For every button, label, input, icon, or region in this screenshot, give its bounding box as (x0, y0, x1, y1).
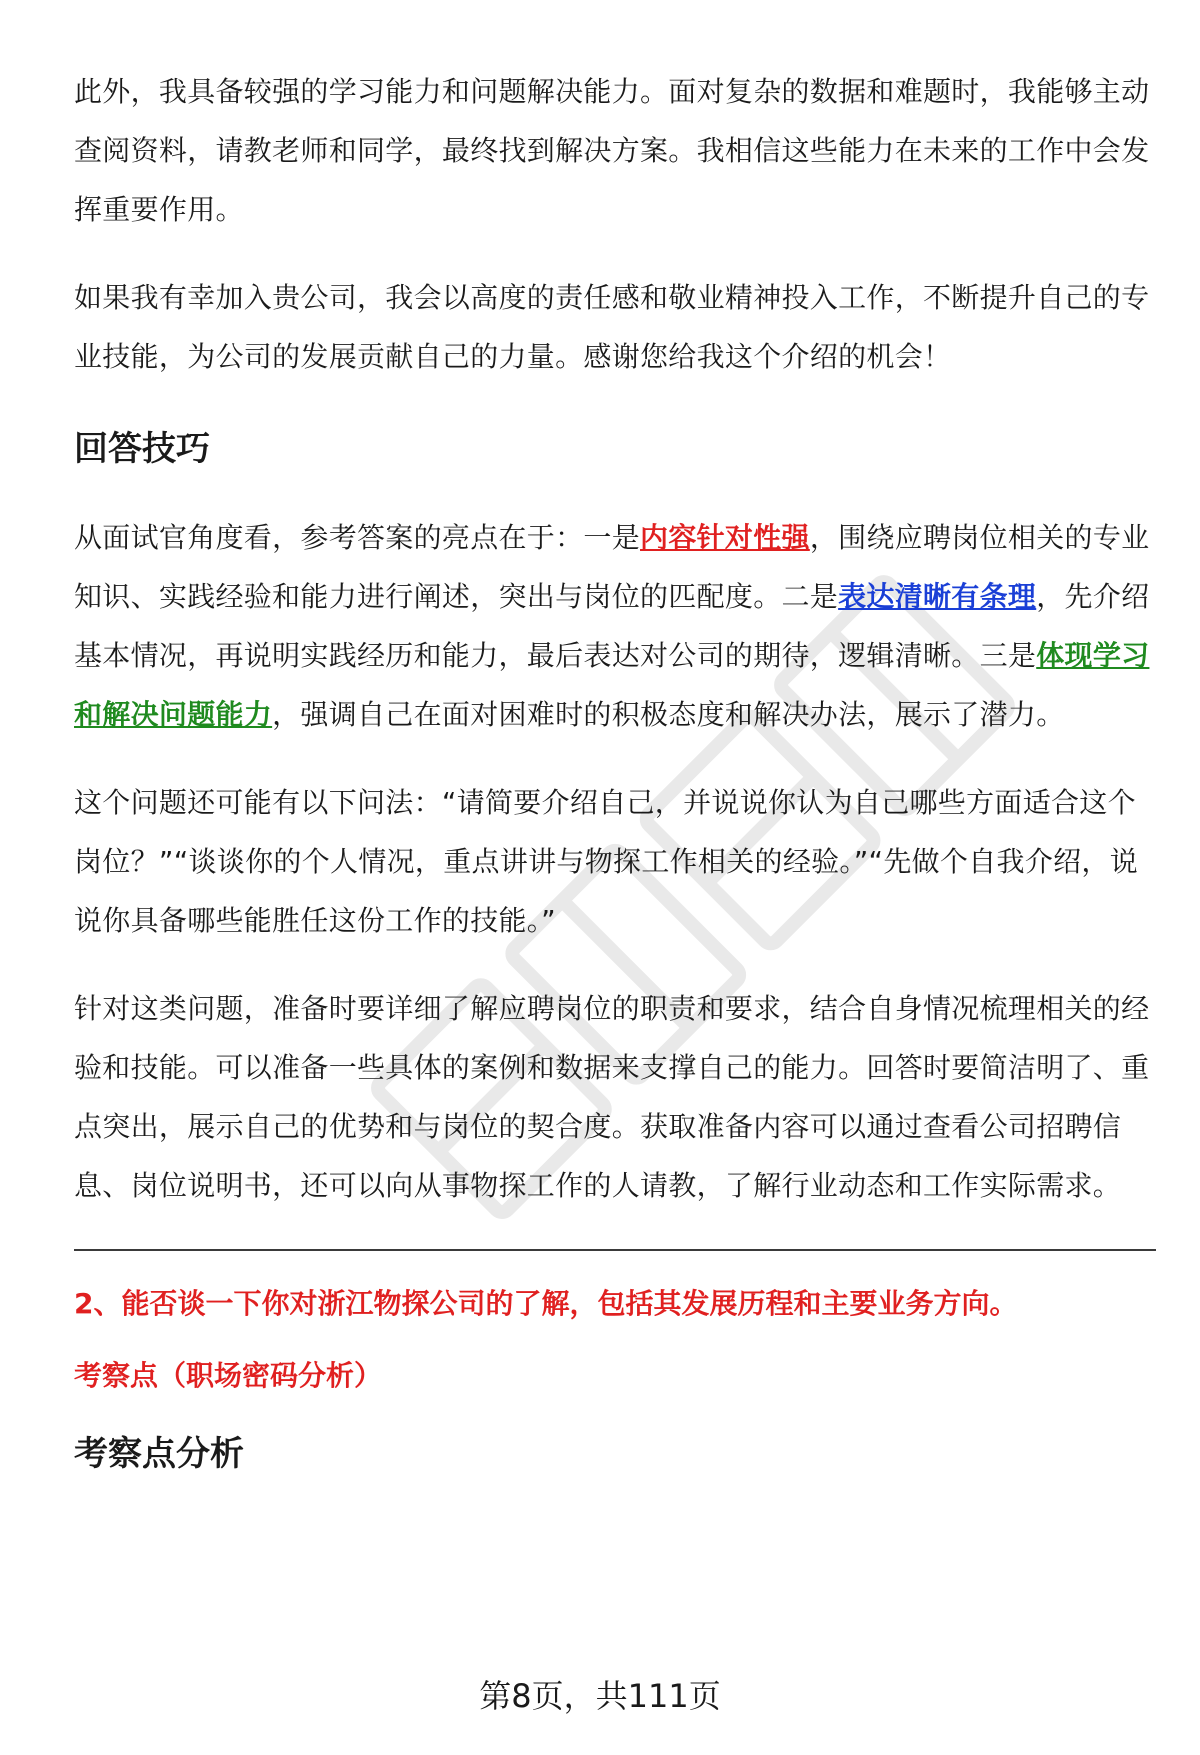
paragraph-abilities: 此外，我具备较强的学习能力和问题解决能力。面对复杂的数据和难题时，我能够主动查阅资料，请教老师和同学，最终找到解决方案。我相信这些能力在未来的工作中会发挥重要作用。 (74, 75, 1150, 226)
analysis-title: 考察点分析 (74, 1434, 244, 1474)
highlight-text-1: 从面试官角度看，参考答案的亮点在于：一是 (74, 521, 641, 554)
page-number: 第8页，共111页 (479, 1677, 721, 1715)
highlight-green: 体现学习和解决问题能力 (74, 639, 1150, 731)
highlight-text-3: ，先介绍基本情况，再说明实践经历和能力，最后表达对公司的期待，逻辑清晰。三是 (74, 580, 1150, 672)
exam-point-label: 考察点（职场密码分析） (74, 1359, 383, 1392)
document-body (74, 62, 1156, 1477)
paragraph-highlights (74, 508, 1156, 744)
paragraph-preparation: 针对这类问题，准备时要详细了解应聘岗位的职责和要求，结合自身情况梳理相关的经验和技能。可以准备一些具体的案例和数据来支撑自己的能力。回答时要简洁明了、重点突出，展示自己的优势和与岗位的契合度。获取准备内容可以通过查看公司招聘信息、岗位说明书，还可以向从事物探工作的人请教，了解行业动态和工作实际需求。 (74, 992, 1150, 1202)
highlight-text-2: ，围绕应聘岗位相关的专业知识、实践经验和能力进行阐述，突出与岗位的匹配度。二是 (74, 521, 1150, 613)
highlight-blue: 表达清晰有条理 (838, 580, 1037, 613)
paragraph-closing: 如果我有幸加入贵公司，我会以高度的责任感和敬业精神投入工作，不断提升自己的专业技能，为公司的发展贡献自己的力量。感谢您给我这个介绍的机会！ (74, 281, 1150, 373)
highlight-text-4: ，强调自己在面对困难时的积极态度和解决办法，展示了潜力。 (272, 698, 1065, 731)
section-title-tips: 回答技巧 (74, 429, 210, 469)
question-2: 2、能否谈一下你对浙江物探公司的了解，包括其发展历程和主要业务方向。 (74, 1287, 1018, 1320)
section-divider (74, 1249, 1156, 1251)
paragraph-alternate-questions: 这个问题还可能有以下问法：“请简要介绍自己，并说说你认为自己哪些方面适合这个岗位？”“谈谈你的个人情况，重点讲讲与物探工作相关的经验。”“先做个自我介绍，说说你具备哪些能胜任这份工作的技能。” (74, 786, 1139, 937)
highlight-red: 内容针对性强 (640, 521, 810, 554)
